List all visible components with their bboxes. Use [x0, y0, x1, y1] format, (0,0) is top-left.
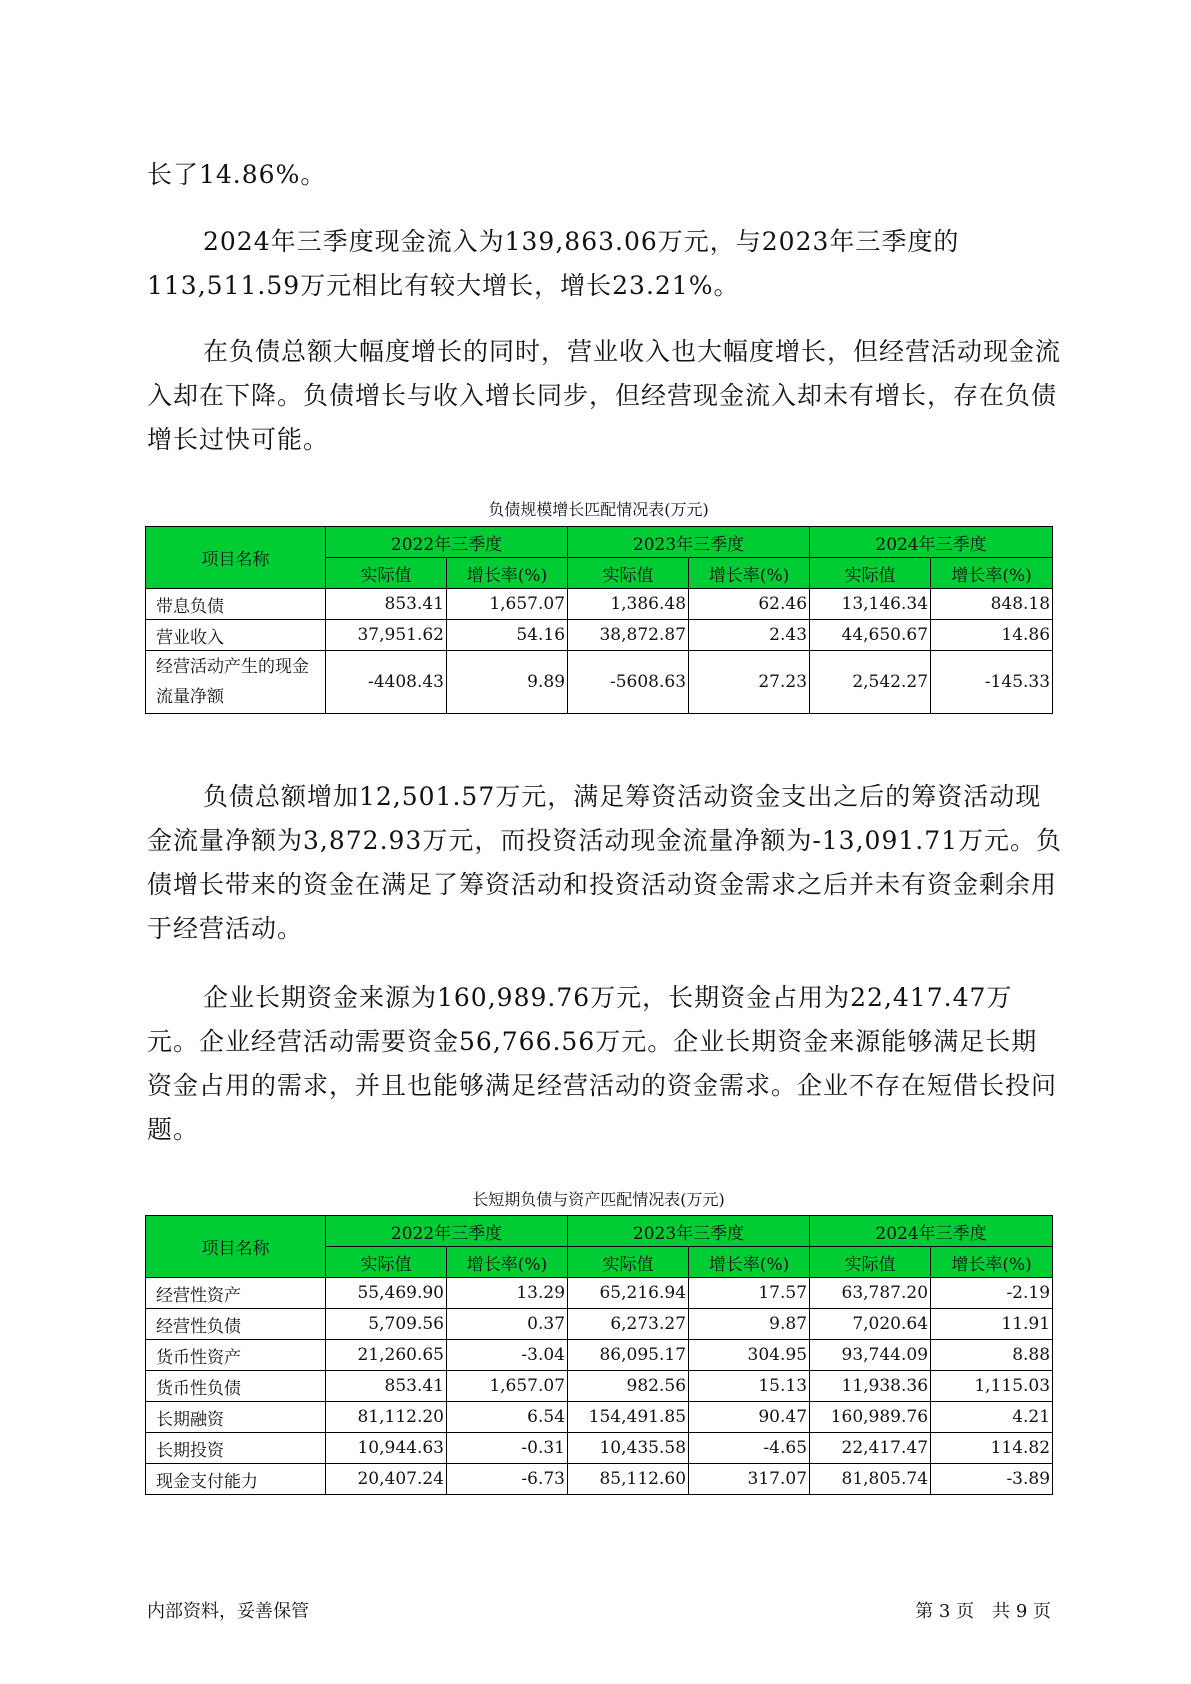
cell-value: 27.23: [689, 651, 810, 714]
cell-value: -2.19: [931, 1278, 1053, 1309]
growth-rate-header: 增长率(%): [689, 1247, 810, 1278]
table-row: [146, 1371, 1053, 1402]
actual-value-header: 实际值: [810, 558, 931, 589]
table-long-short-match: [145, 1215, 1053, 1495]
cell-value: 63,787.20: [810, 1278, 931, 1309]
paragraph-liability-increase: 负债总额增加12,501.57万元，满足筹资活动资金支出之后的筹资活动现金流量净额为3,872.93万元，而投资活动现金流量净额为-13,091.71万元。负债增长带来的资金在满足了筹资活动和投资活动资金需求之后并未有资金剩余用于经营活动。: [147, 782, 1063, 943]
cell-value: -0.31: [447, 1433, 568, 1464]
cell-value: -4.65: [689, 1433, 810, 1464]
cell-value: 17.57: [689, 1278, 810, 1309]
cell-value: -4408.43: [326, 651, 447, 714]
cell-value: 93,744.09: [810, 1340, 931, 1371]
cell-value: 160,989.76: [810, 1402, 931, 1433]
row-name: 现金支付能力: [146, 1464, 326, 1495]
paragraph-cash-inflow: 2024年三季度现金流入为139,863.06万元，与2023年三季度的113,511.59万元相比有较大增长，增长23.21%。: [147, 227, 960, 300]
cell-value: 304.95: [689, 1340, 810, 1371]
cell-value: 44,650.67: [810, 620, 931, 651]
actual-value-header: 实际值: [568, 558, 689, 589]
actual-value-header: 实际值: [810, 1247, 931, 1278]
growth-rate-header: 增长率(%): [689, 558, 810, 589]
growth-rate-header: 增长率(%): [931, 1247, 1053, 1278]
cell-value: 848.18: [931, 589, 1053, 620]
table-row: [146, 1278, 1053, 1309]
table-liability-scale-match: [145, 526, 1053, 714]
cell-value: 11,938.36: [810, 1371, 931, 1402]
cell-value: 14.86: [931, 620, 1053, 651]
row-name: 带息负债: [146, 589, 326, 620]
period-header: 2024年三季度: [810, 527, 1053, 558]
cell-value: 5,709.56: [326, 1309, 447, 1340]
cell-value: 11.91: [931, 1309, 1053, 1340]
cell-value: 2,542.27: [810, 651, 931, 714]
table-row: [146, 589, 1053, 620]
cell-value: 81,112.20: [326, 1402, 447, 1433]
table-row: [146, 1309, 1053, 1340]
growth-rate-header: 增长率(%): [447, 1247, 568, 1278]
row-name: 经营性资产: [146, 1278, 326, 1309]
cell-value: 7,020.64: [810, 1309, 931, 1340]
period-header: 2023年三季度: [568, 1216, 810, 1247]
growth-rate-header: 增长率(%): [447, 558, 568, 589]
cell-value: 853.41: [326, 589, 447, 620]
growth-rate-header: 增长率(%): [931, 558, 1053, 589]
cell-value: 1,657.07: [447, 589, 568, 620]
row-name: 经营性负债: [146, 1309, 326, 1340]
cell-value: 86,095.17: [568, 1340, 689, 1371]
row-name: 经营活动产生的现金流量净额: [146, 651, 326, 714]
cell-value: 1,657.07: [447, 1371, 568, 1402]
cell-value: 6.54: [447, 1402, 568, 1433]
cell-value: -3.89: [931, 1464, 1053, 1495]
cell-value: 10,435.58: [568, 1433, 689, 1464]
table-row: [146, 651, 1053, 714]
row-name: 长期融资: [146, 1402, 326, 1433]
actual-value-header: 实际值: [568, 1247, 689, 1278]
cell-value: 9.89: [447, 651, 568, 714]
cell-value: 22,417.47: [810, 1433, 931, 1464]
cell-value: 8.88: [931, 1340, 1053, 1371]
row-name: 长期投资: [146, 1433, 326, 1464]
cell-value: 54.16: [447, 620, 568, 651]
cell-value: 982.56: [568, 1371, 689, 1402]
period-header: 2022年三季度: [326, 527, 568, 558]
cell-value: 0.37: [447, 1309, 568, 1340]
cell-value: 15.13: [689, 1371, 810, 1402]
table2-caption: 长短期负债与资产匹配情况表(万元): [472, 1190, 725, 1209]
footer-page-number: 第 3 页 共 9 页: [915, 1601, 1051, 1622]
cell-value: 20,407.24: [326, 1464, 447, 1495]
paragraph-continuation: 长了14.86%。: [147, 160, 327, 189]
table-row: [146, 620, 1053, 651]
table-row: [146, 1340, 1053, 1371]
cell-value: 9.87: [689, 1309, 810, 1340]
actual-value-header: 实际值: [326, 1247, 447, 1278]
cell-value: 21,260.65: [326, 1340, 447, 1371]
cell-value: 65,216.94: [568, 1278, 689, 1309]
period-header: 2023年三季度: [568, 527, 810, 558]
paragraph-liability-growth: 在负债总额大幅度增长的同时，营业收入也大幅度增长，但经营活动现金流入却在下降。负债增长与收入增长同步，但经营现金流入却未有增长，存在负债增长过快可能。: [147, 337, 1062, 454]
period-header: 2022年三季度: [326, 1216, 568, 1247]
cell-value: 81,805.74: [810, 1464, 931, 1495]
paragraph-long-term-funds: 企业长期资金来源为160,989.76万元，长期资金占用为22,417.47万元。企业经营活动需要资金56,766.56万元。企业长期资金来源能够满足长期资金占用的需求，并且也能够满足经营活动的资金需求。企业不存在短借长投问题。: [147, 983, 1058, 1144]
actual-value-header: 实际值: [326, 558, 447, 589]
cell-value: 37,951.62: [326, 620, 447, 651]
cell-value: 4.21: [931, 1402, 1053, 1433]
cell-value: 317.07: [689, 1464, 810, 1495]
cell-value: -145.33: [931, 651, 1053, 714]
table-row: [146, 1433, 1053, 1464]
cell-value: 6,273.27: [568, 1309, 689, 1340]
cell-value: 2.43: [689, 620, 810, 651]
row-name: 货币性资产: [146, 1340, 326, 1371]
cell-value: 90.47: [689, 1402, 810, 1433]
cell-value: 1,115.03: [931, 1371, 1053, 1402]
cell-value: 10,944.63: [326, 1433, 447, 1464]
item-name-header: 项目名称: [146, 527, 326, 589]
cell-value: 1,386.48: [568, 589, 689, 620]
cell-value: -6.73: [447, 1464, 568, 1495]
cell-value: 85,112.60: [568, 1464, 689, 1495]
cell-value: 62.46: [689, 589, 810, 620]
row-name: 营业收入: [146, 620, 326, 651]
footer-confidential-note: 内部资料，妥善保管: [147, 1601, 309, 1622]
cell-value: 853.41: [326, 1371, 447, 1402]
cell-value: 55,469.90: [326, 1278, 447, 1309]
cell-value: 13.29: [447, 1278, 568, 1309]
cell-value: 114.82: [931, 1433, 1053, 1464]
item-name-header: 项目名称: [146, 1216, 326, 1278]
cell-value: 38,872.87: [568, 620, 689, 651]
cell-value: -5608.63: [568, 651, 689, 714]
period-header: 2024年三季度: [810, 1216, 1053, 1247]
row-name: 货币性负债: [146, 1371, 326, 1402]
cell-value: -3.04: [447, 1340, 568, 1371]
table-row: [146, 1464, 1053, 1495]
table1-caption: 负债规模增长匹配情况表(万元): [488, 500, 709, 519]
cell-value: 154,491.85: [568, 1402, 689, 1433]
table-row: [146, 1402, 1053, 1433]
cell-value: 13,146.34: [810, 589, 931, 620]
